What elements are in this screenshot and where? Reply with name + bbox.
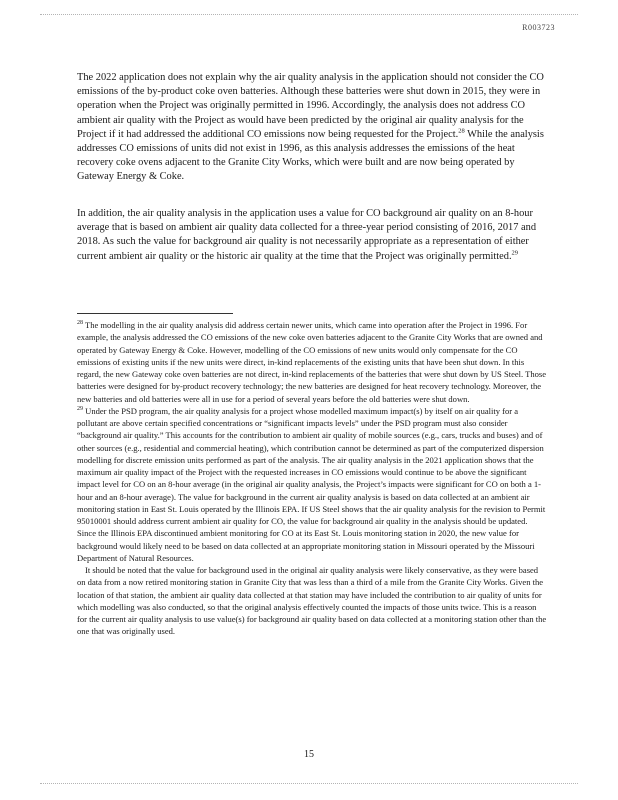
footnote-28-number: 28: [77, 320, 83, 327]
footnote-29-text: Under the PSD program, the air quality analysis for a project whose modelled maximum impact(s) by itself on air quality for a pollutant are above certain specified concentrations or “significant impacts levels” under the PSD program must also consider “background air quality.” This accounts for the contribution to ambient air quality of mobile sources (e.g., cars, trucks and buses) and of other sources (e.g., residential and commercial heating), which contribution cannot be determined as part of the computerized dispersion modelling for discrete emission units performed as part of the analysis. The air quality analysis in the 2021 application shows that the maximum air quality impact of the Project with the requested increases in CO emissions would continue to be above the significant impact level for CO on an 8-hour average (in the original air quality analysis, the Project’s impacts were significant for CO on both a 1-hour and an 8-hour average). The value for background in the current air quality analysis is based on data collected at an ambient air monitoring station in East St. Louis operated by the Illinois EPA. If US Steel shows that the air quality analysis for the revision to Permit 95010001 should address current ambient air quality for CO, the value for background air quality in the analysis should be updated. Since the Illinois EPA discontinued ambient monitoring for CO at its East St. Louis monitoring station in 2020, the new value for background would likely need to be based on data collected at an appropriate monitoring station in Missouri operated by the Missouri Department of Natural Resources.: [77, 405, 546, 563]
body-paragraph-1: [77, 71, 547, 185]
footnote-28: [77, 319, 547, 405]
footnote-29: [77, 405, 547, 564]
page-number: 15: [304, 749, 314, 760]
footnote-ref-29: 29: [511, 249, 519, 257]
footnote-29-number: 29: [77, 405, 83, 412]
footnote-28-text: The modelling in the air quality analysis did address certain newer units, which came into operation after the Project in 1996. For example, the analysis addressed the CO emissions of the new coke oven batteries adjacent to the Granite City Works that are owned and operated by Gateway Energy & Coke. However, modelling of the CO emissions of new units would only compensate for the CO emissions of existing units if the new units were direct, in-kind replacements of the existing units that have been shut down. In this regard, the new Gateway coke oven batteries are not direct, in-kind replacements of the batteries that were shut down by US Steel. Those batteries were designed for by-product recovery technology; the new batteries are designed for heat recovery technology. Moreover, the new batteries and old batteries were all in use for a period of several years before the old batteries were shut down.: [77, 320, 547, 404]
body-paragraph-2-text: In addition, the air quality analysis in the application uses a value for CO background air quality on an 8-hour average that is based on ambient air quality data collected for a three-year period consisting of 2016, 2017 and 2018. As such the value for background air quality is not necessarily appropriate as a representation of either current ambient air quality or the historic air quality at the time that the Project was originally permitted.: [77, 208, 537, 262]
footnotes-section: [77, 319, 547, 638]
footnote-ref-28: 28: [458, 127, 465, 135]
top-page-border: [40, 14, 578, 15]
footnote-separator: [77, 313, 233, 314]
bates-page-id: R003723: [522, 23, 555, 32]
body-paragraph-1-tail: While the analysis addresses CO emissions of units did not exist in 1996, as this analysis addresses the emissions of the heat recovery coke ovens adjacent to the Granite City Works, which were built and are now being operated by Gateway Energy & Coke.: [77, 128, 544, 183]
bottom-page-border: [40, 783, 578, 784]
body-paragraph-2: [77, 207, 547, 264]
footnote-29-continuation: It should be noted that the value for background used in the original air quality analysis were likely conservative, as they were based on data from a now retired monitoring station in Granite City that was less than a third of a mile from the Granite City Works. Given the location of that station, the ambient air quality data collected at that station may have included the contribution to air quality of units for which modelling was also conducted, so that the original analysis effectively counted the impacts of those units twice. This is a reason for the current air quality analysis to use value(s) for background air quality based on data collected at a monitoring station other than the one that was originally used.: [77, 565, 547, 637]
body-paragraph-1-text: The 2022 application does not explain why the air quality analysis in the application should not consider the CO emissions of the by-product coke oven batteries. Although these batteries were shut down in 2015, they were in operation when the Project was originally permitted in 1996. Accordingly, the analysis does not address CO ambient air quality with the Project as would have been predicted by the original air quality analysis for the Project if it had addressed the additional CO emissions now being requested for the Project.: [77, 72, 544, 140]
